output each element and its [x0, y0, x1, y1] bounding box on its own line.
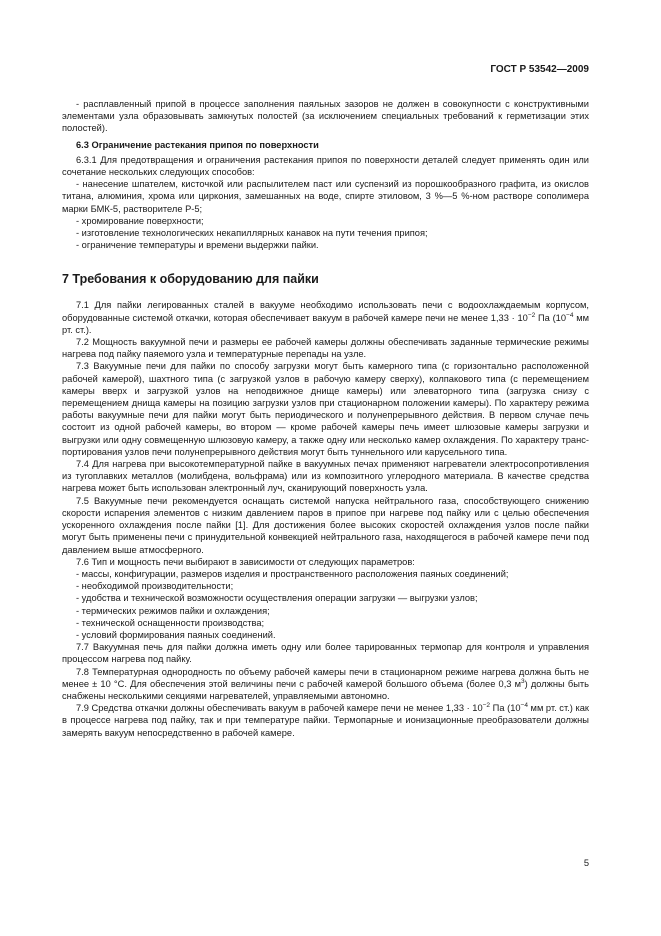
paragraph-7-6: 7.6 Тип и мощность печи выбирают в зависимости от следующих параметров:: [76, 556, 415, 567]
text-run: ) должны быть снабжены несколькими секциями нагревателей, управляемыми автономно.: [62, 678, 589, 701]
exponent: −2: [527, 311, 536, 319]
list-item: - технической оснащенности производства;: [76, 617, 265, 628]
paragraph-7-3: 7.3 Вакуумные печи для пайки по способу загрузки могут быть камерного типа (с горизонтально расположенной рабочей камерой), шахтного типа (с загрузкой узлов в рабочую камеру сверху), колпакового типа (с перемещением камеры вверх и загрузкой узлов на неподвижное днище камеры) или элеваторного типа (загрузка снизу с перемещением днища камеры на позицию загрузки узлов при стационарном положении камеры). По характеру режима работы вакуумные печи для пайки могут быть периодического и полунепрерывного действия. В первом случае печь состоит из одной рабочей камеры, во втором — кроме рабочей камеры печь имеет шлюзовые камеры загрузки и выгрузки или одну совмещенную шлюзовую камеру, а также одну или несколько камер охлаждения. По характеру транспортирования узлов печи полунепрерывного действия могут быть туннельного или карусельного типа.: [62, 361, 589, 457]
paragraph-7-7: 7.7 Вакуумная печь для пайки должна иметь одну или более тарированных термопар для контроля и управления процессом нагрева под пайку.: [62, 642, 589, 665]
document-code: ГОСТ Р 53542—2009: [490, 64, 589, 75]
text-run: 7.8 Температурная однородность по объему рабочей камеры печи в стационарном режиме нагрева должна быть не менее ± 10 °С. Для обеспечения этой величины печи с рабочей камерой большого объема (более 0,3 м: [62, 666, 589, 689]
paragraph-7-4: 7.4 Для нагрева при высокотемпературной пайке в вакуумных печах применяют нагреватели электросопротивления из тугоплавких металлов (молибдена, вольфрама) или из композитного углеродного материала. В качестве средства нагрева может быть использован электронный луч, сканирующий поверхность узла.: [62, 459, 589, 494]
list-item: - изготовление технологических некапиллярных канавок на пути течения припоя;: [76, 228, 428, 239]
list-item: - нанесение шпателем, кисточкой или распылителем паст или суспензий из порошкообразного графита, из окислов титана, алюминия, хрома или циркония, замешанных на воде, спирте этиловом, 3 %—5 %-ном растворе сополимера марки БМК-5, растворителе Р-5;: [62, 179, 589, 214]
list-item: - хромирование поверхности;: [76, 215, 204, 226]
list-item: - условий формирования паяных соединений.: [76, 629, 276, 640]
text-run: Па (10: [490, 703, 521, 714]
text-run: 7.1 Для пайки легированных сталей в вакууме необходимо использовать печи с водоохлаждаемым корпусом, оборудованные системой откачки, которая обеспечивает вакуум в рабочей камере печи не менее 1,33 · 10: [62, 300, 589, 323]
list-item: - удобства и технической возможности осуществления операции загрузки — выгрузки узлов;: [76, 593, 478, 604]
list-item: - ограничение температуры и времени выдержки пайки.: [76, 240, 319, 251]
paragraph-7-2: 7.2 Мощность вакуумной печи и размеры ее рабочей камеры должны обеспечивать заданные термические режимы нагрева под пайку паяемого узла и температурные перепады на узле.: [62, 337, 589, 360]
text-run: 7.9 Средства откачки должны обеспечивать вакуум в рабочей камере печи не менее 1,33 · 10: [76, 703, 483, 714]
paragraph-7-5: 7.5 Вакуумные печи рекомендуется оснащать системой напуска нейтрального газа, способствующего снижению скорости испарения элементов с низким давлением паров в припое при нагреве под пайку или с целью обеспечения ускоренного охлаждения после пайки [1]. Для достижения более высоких скоростей охлаждения узлов после пайки могут быть применены печи с принудительной конвекцией нейтрального газа, находящегося в рабочей камере печи под давлением выше атмосферного.: [62, 495, 589, 555]
list-item: - массы, конфигурации, размеров изделия и пространственного расположения паяных соединений;: [76, 568, 509, 579]
list-item: - термических режимов пайки и охлаждения;: [76, 605, 270, 616]
subsection-heading-6-3: 6.3 Ограничение растекания припоя по поверхности: [76, 139, 319, 150]
paragraph-list-item: - расплавленный припой в процессе заполнения паяльных зазоров не должен в совокупности с конструктивными элементами узла образовывать замкнутых полостей (за исключением специальных требований к герметизации этих полостей).: [62, 99, 589, 134]
paragraph-6-3-1: 6.3.1 Для предотвращения и ограничения растекания припоя по поверхности деталей следует применять один или сочетание нескольких следующих способов:: [62, 154, 589, 178]
page-number: 5: [583, 858, 589, 868]
paragraph-7-9: [62, 702, 589, 739]
list-item: - необходимой производительности;: [76, 581, 234, 592]
section-heading-7: 7 Требования к оборудованию для пайки: [62, 272, 319, 287]
text-run: мм рт. ст.) как в процессе нагрева под пайку, так и при температуре пайки. Термопарные и ионизационные преобразователи должны замерять вакуум непосредственно в рабочей камере.: [62, 703, 589, 738]
exponent: −4: [520, 702, 528, 710]
text-run: Па (10: [535, 312, 567, 323]
exponent: −4: [566, 311, 574, 319]
page-content: [62, 98, 589, 739]
paragraph-7-8: [62, 666, 589, 703]
text-run: мм рт. ст.).: [62, 312, 589, 335]
exponent: 3: [521, 677, 525, 685]
paragraph-7-1: [62, 299, 589, 336]
exponent: −2: [482, 702, 491, 710]
